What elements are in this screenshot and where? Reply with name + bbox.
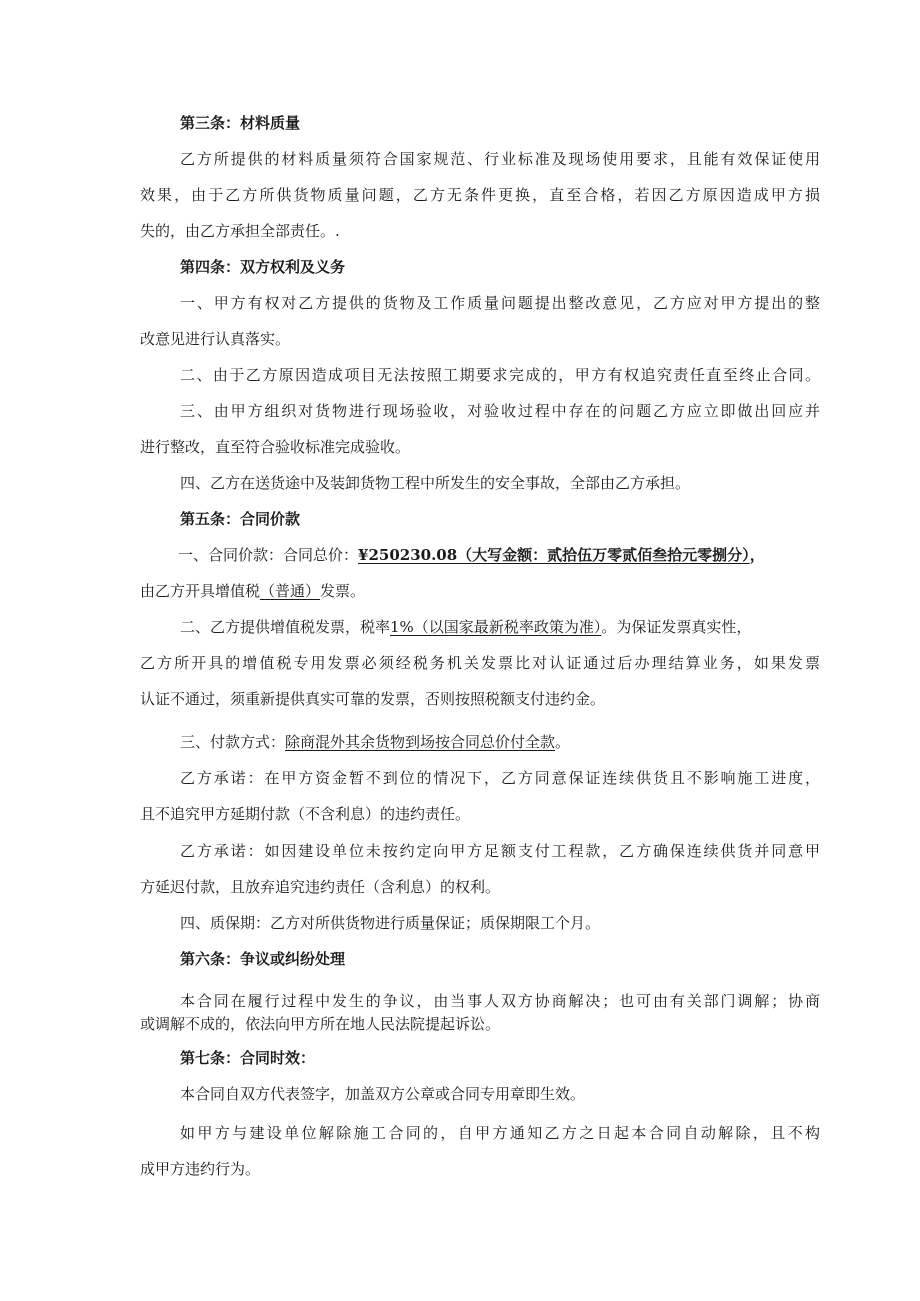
promise-2-line: 方延迟付款，且放弃追究违约责任（含利息）的权利。 — [140, 878, 501, 896]
article-3-text-line: 乙方所提供的材料质量须符合国家规范、行业标准及现场使用要求，且能有效保证使用 — [180, 150, 820, 168]
article-5-heading: 第五条：合同价款 — [180, 510, 301, 528]
invoice-label-suffix: 。为保证发票真实性， — [601, 618, 752, 636]
article-4-item-1-line: 一、甲方有权对乙方提供的货物及工作质量问题提出整改意见，乙方应对甲方提出的整 — [180, 294, 820, 312]
promise-1-line: 乙方承诺：在甲方资金暂不到位的情况下，乙方同意保证连续供货且不影响施工进度， — [180, 769, 820, 787]
article-4-item-1-line: 改意见进行认真落实。 — [140, 330, 291, 348]
article-3-text-line: 失的，由乙方承担全部责任。. — [140, 222, 340, 240]
vat-label-suffix: 发票。 — [320, 582, 366, 600]
payment-method-label: 三、付款方式： — [180, 733, 286, 751]
vat-type-line — [140, 580, 365, 602]
invoice-line — [180, 616, 751, 638]
article-4-item-4-line: 四、乙方在送货途中及装卸货物工程中所发生的安全事故，全部由乙方承担。 — [180, 474, 691, 492]
payment-method-line — [180, 731, 570, 753]
payment-method-value: 除商混外其余货物到场按合同总价付全款 — [285, 733, 556, 751]
article-6-heading: 第六条：争议或纠纷处理 — [180, 950, 346, 968]
article-4-heading: 第四条：双方权利及义务 — [180, 258, 346, 276]
article-7-text-line: 如甲方与建设单位解除施工合同的，自甲方通知乙方之日起本合同自动解除，且不构 — [180, 1124, 820, 1142]
article-3-heading: 第三条：材料质量 — [180, 114, 301, 132]
tax-rate-value: 1%（以国家最新税率政策为准） — [390, 618, 602, 636]
payment-method-suffix: 。 — [555, 733, 571, 751]
article-6-text-line: 或调解不成的，依法向甲方所在地人民法院提起诉讼。 — [140, 1015, 501, 1033]
contract-price-suffix: ， — [749, 546, 765, 564]
contract-price-value: ¥250230.08（大写金额：贰拾伍万零贰佰叁拾元零捌分） — [358, 546, 750, 564]
contract-price-label: 一、合同价款：合同总价： — [178, 546, 359, 564]
vat-type-value: （普通） — [260, 582, 321, 600]
warranty-line: 四、质保期：乙方对所供货物进行质量保证；质保期限工个月。 — [180, 914, 601, 932]
promise-1-line: 且不追究甲方延期付款（不含利息）的违约责任。 — [140, 805, 471, 823]
article-7-text-line: 成甲方违约行为。 — [140, 1160, 261, 1178]
article-4-item-3-line: 进行整改，直至符合验收标准完成验收。 — [140, 438, 411, 456]
invoice-text-line: 乙方所开具的增值税专用发票必须经税务机关发票比对认证通过后办理结算业务，如果发票 — [140, 654, 820, 672]
invoice-label: 二、乙方提供增值税发票，税率 — [180, 618, 391, 636]
article-4-item-3-line: 三、由甲方组织对货物进行现场验收，对验收过程中存在的问题乙方应立即做出回应并 — [180, 402, 820, 420]
article-7-heading: 第七条：合同时效： — [180, 1049, 316, 1067]
promise-2-line: 乙方承诺：如因建设单位未按约定向甲方足额支付工程款，乙方确保连续供货并同意甲 — [180, 842, 820, 860]
article-3-text-line: 效果，由于乙方所供货物质量问题，乙方无条件更换，直至合格，若因乙方原因造成甲方损 — [140, 186, 820, 204]
contract-price-line — [178, 544, 765, 566]
article-7-text-line: 本合同自双方代表签字，加盖双方公章或合同专用章即生效。 — [180, 1085, 586, 1103]
invoice-text-line: 认证不通过，须重新提供真实可靠的发票，否则按照税额支付违约金。 — [140, 690, 606, 708]
vat-label: 由乙方开具增值税 — [140, 582, 261, 600]
article-4-item-2-line: 二、由于乙方原因造成项目无法按照工期要求完成的，甲方有权追究责任直至终止合同。 — [180, 366, 820, 384]
article-6-text-line: 本合同在履行过程中发生的争议，由当事人双方协商解决；也可由有关部门调解；协商 — [180, 992, 820, 1010]
